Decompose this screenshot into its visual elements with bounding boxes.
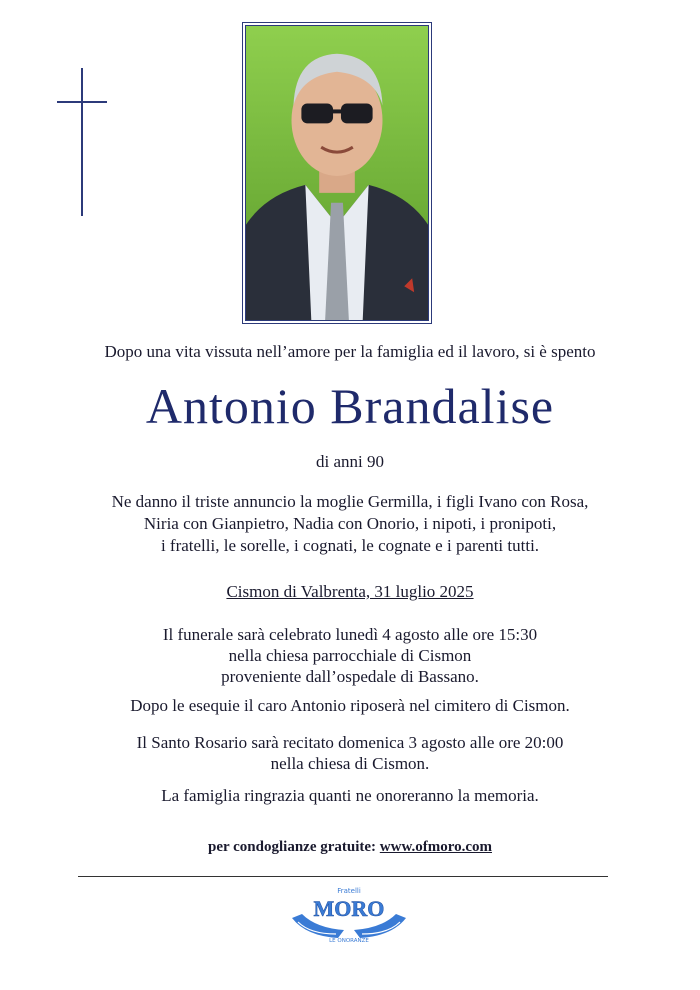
rosary-line: nella chiesa di Cismon. <box>270 754 430 773</box>
funeral-block <box>0 624 700 687</box>
divider <box>78 876 608 877</box>
age-text: di anni 90 <box>316 452 384 471</box>
intro-text: Dopo una vita vissuta nell’amore per la famiglia ed il lavoro, si è spento <box>104 342 596 361</box>
condolences-label: per condoglianze gratuite: <box>208 839 377 855</box>
rosary-line: Il Santo Rosario sarà recitato domenica 3 agosto alle ore 20:00 <box>136 733 564 752</box>
thanks-text: La famiglia ringrazia quanti ne onoreranno la memoria. <box>161 786 539 805</box>
condolences-link[interactable]: www.ofmoro.com <box>379 839 492 855</box>
deceased-name: Antonio Brandalise <box>145 378 555 434</box>
place-date-text: Cismon di Valbrenta, 31 luglio 2025 <box>226 582 474 601</box>
portrait-photo <box>246 26 428 320</box>
place-date <box>0 582 700 602</box>
announcement-line: Ne danno il triste annuncio la moglie Germilla, i figli Ivano con Rosa, <box>111 492 589 511</box>
announcement-line: Niria con Gianpietro, Nadia con Onorio, i nipoti, i pronipoti, <box>143 514 557 533</box>
rosary-block <box>0 732 700 774</box>
condolences-line <box>0 839 700 856</box>
cross-icon <box>57 68 107 216</box>
funeral-line: proveniente dall’ospedale di Bassano. <box>221 667 479 686</box>
announcement-line: i fratelli, le sorelle, i cognati, le cognate e i parenti tutti. <box>160 536 540 555</box>
logo-bottom-text: LE ONORANZE <box>329 938 369 944</box>
logo-main-text: MORO <box>313 896 385 921</box>
moro-logo-hands <box>288 884 410 944</box>
funeral-line: nella chiesa parrocchiale di Cismon <box>228 646 472 665</box>
portrait-frame <box>242 22 432 324</box>
funeral-line: Il funerale sarà celebrato lunedì 4 agosto alle ore 15:30 <box>162 625 538 644</box>
announcement-block <box>0 491 700 557</box>
burial-text: Dopo le esequie il caro Antonio riposerà nel cimitero di Cismon. <box>130 696 570 715</box>
logo-top-text: Fratelli <box>337 887 361 895</box>
